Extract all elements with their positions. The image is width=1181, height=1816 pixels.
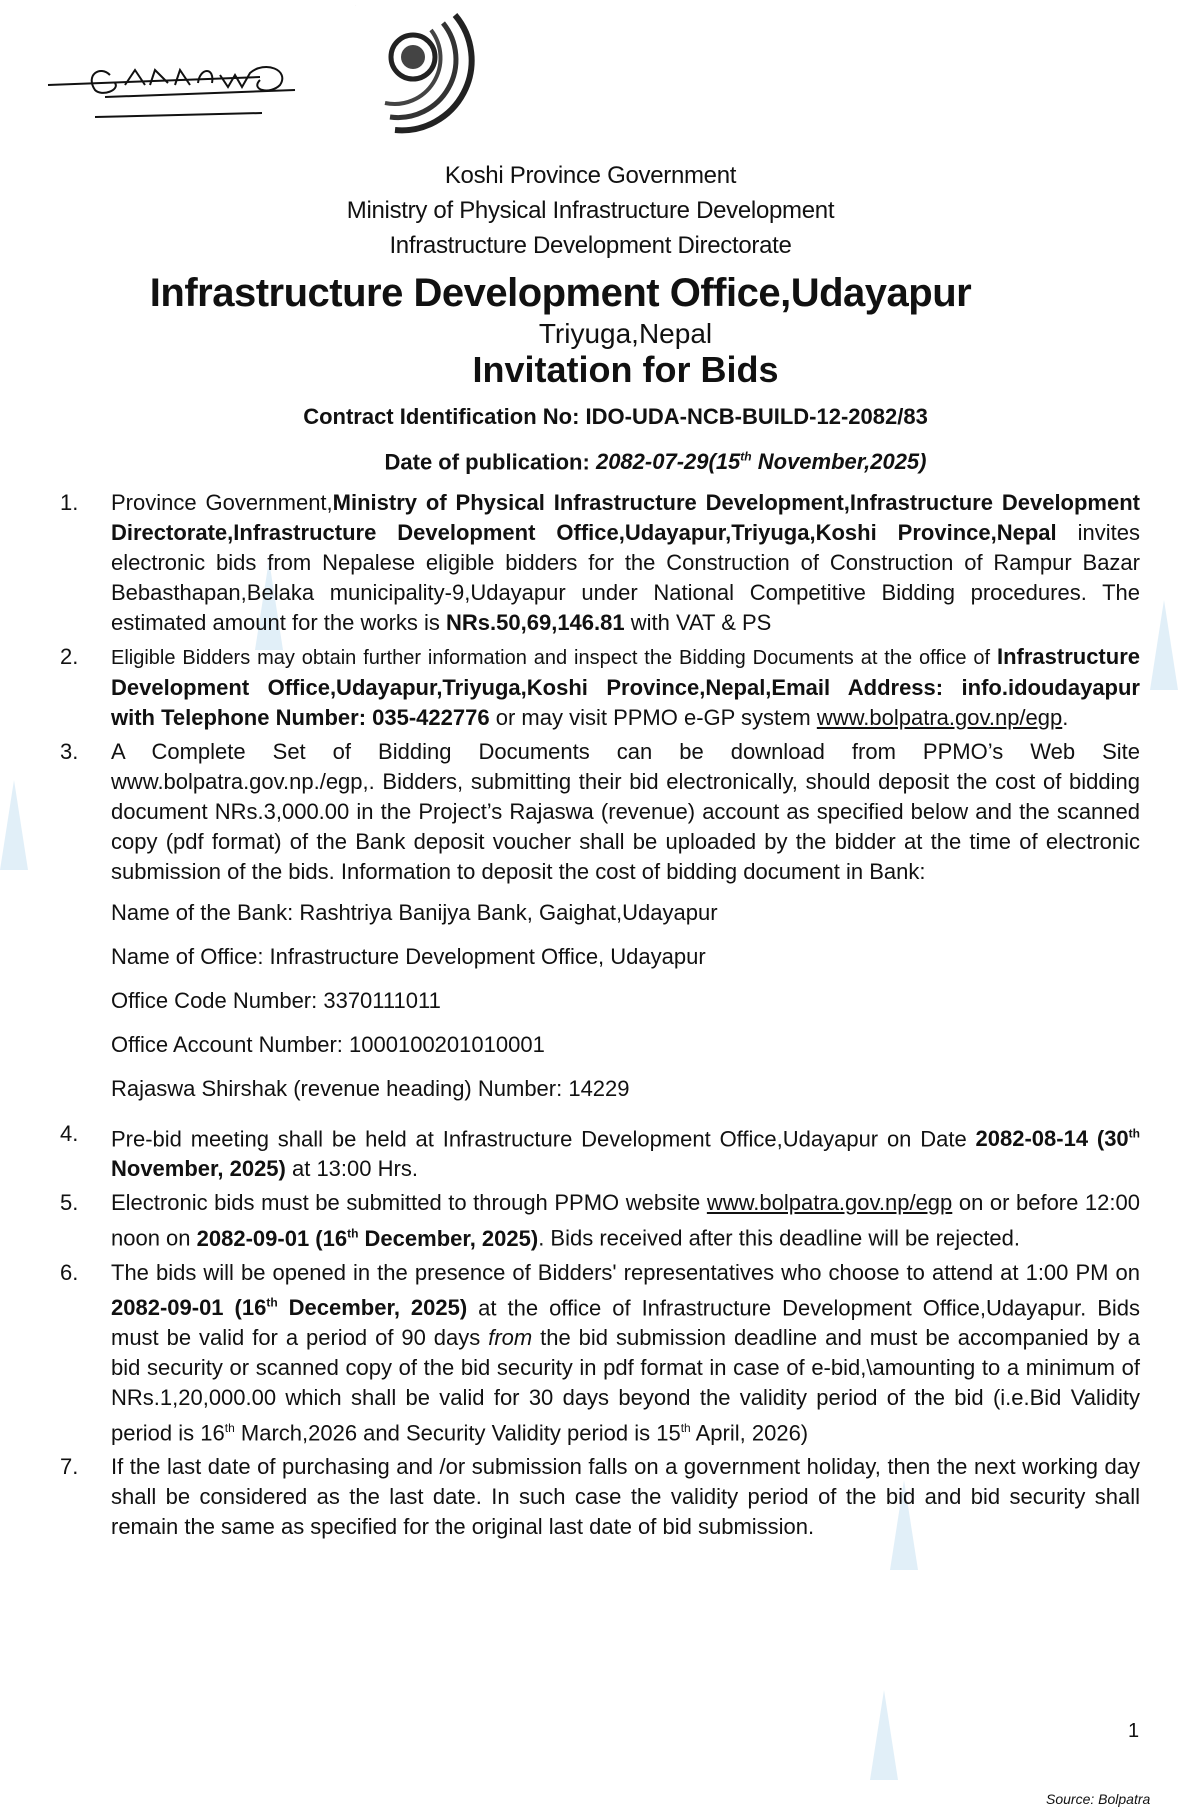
contract-id-value: IDO-UDA-NCB-BUILD-12-2082/83	[585, 404, 928, 429]
clause-5: 5. Electronic bids must be submitted to through PPMO website www.bolpatra.gov.np/egp on or before 12:00 noon on 2082-09-01 (16th December, 2025). Bids received after this deadline will be rejected.	[60, 1190, 1140, 1251]
contract-id-label: Contract Identification No:	[303, 404, 580, 429]
publication-date-value: 2082-07-29(15th November,2025)	[595, 449, 927, 475]
egp-link[interactable]: www.bolpatra.gov.np/egp	[706, 1190, 953, 1216]
bank-details	[111, 891, 1140, 1111]
estimated-amount: NRs.50,69,146.81	[446, 610, 625, 635]
contract-id	[50, 397, 1181, 437]
publication-date-label: Date of publication:	[384, 449, 590, 475]
page-number: 1	[1128, 1720, 1140, 1742]
directorate-name: Infrastructure Development Directorate	[389, 232, 792, 259]
clause-2: 2. Eligible Bidders may obtain further information and inspect the Bidding Documents at the office of Infrastructure Development Office,Udayapur,Triyuga,Koshi Province,Nepal,Email Address: info.idoudayapur with Telephone Number: 035-422776 or may visit PPMO e-GP system www.bolpatra.gov.np/egp.	[60, 644, 1140, 730]
publication-date	[130, 437, 1181, 482]
bank-name: Name of the Bank: Rashtriya Banijya Bank, Gaighat,Udayapur	[111, 900, 718, 925]
watermark-shape	[0, 780, 28, 870]
source-credit: Source: Bolpatra	[1046, 1791, 1151, 1807]
office-code: Office Code Number: 3370111011	[111, 988, 441, 1013]
egp-link[interactable]: www.bolpatra.gov.np/egp	[816, 705, 1063, 730]
clause-4: 4. Pre-bid meeting shall be held at Infrastructure Development Office,Udayapur on Date 2082-08-14 (30th November, 2025) at 13:00 Hrs.	[60, 1121, 1140, 1182]
office-name-bank: Name of Office: Infrastructure Development Office, Udayapur	[111, 944, 706, 969]
clause-6: 6. The bids will be opened in the presence of Bidders' representatives who choose to attend at 1:00 PM on 2082-09-01 (16th December, 2025) at the office of Infrastructure Development Office,Udayapur. Bids must be valid for a period of 90 days from the bid submission deadline and must be accompanied by a bid security or scanned copy of the bid security in pdf format in case of e-bid,\amounting to a minimum of NRs.1,20,000.00 which shall be valid for 30 days beyond the validity period of the bid (i.e.Bid Validity period is 16th March,2026 and Security Validity period is 15th April, 2026)	[60, 1259, 1141, 1446]
clause-3: 3. A Complete Set of Bidding Documents can be download from PPMO’s Web Site www.bolpatra.gov.np./egp,. Bidders, submitting their bid electronically, should deposit the cost of bidding document NRs.3,000.00 in the Project’s Rajaswa (revenue) account as specified below and the scanned copy (pdf format) of the Bank deposit voucher shall be uploaded by the bidder at the time of electronic submission of the bids. Information to deposit the cost of bidding document in Bank:	[60, 739, 1140, 884]
office-location: Triyuga,Nepal	[538, 318, 713, 349]
signature-image	[40, 55, 320, 135]
account-number: Office Account Number: 1000100201010001	[111, 1032, 545, 1057]
watermark-shape	[870, 1690, 898, 1780]
ministry-name: Ministry of Physical Infrastructure Development	[346, 197, 835, 224]
government-name: Koshi Province Government	[444, 162, 737, 189]
office-seal	[355, 5, 495, 145]
bid-clauses	[60, 488, 1140, 1546]
office-name: Infrastructure Development Office,Udayapur	[149, 271, 972, 315]
revenue-heading: Rajaswa Shirshak (revenue heading) Number: 14229	[111, 1076, 630, 1101]
clause-1: 1. Province Government,Ministry of Physical Infrastructure Development,Infrastructure Development Directorate,Infrastructure Development Office,Udayapur,Triyuga,Koshi Province,Nepal invites electronic bids from Nepalese eligible bidders for the Construction of Construction of Rampur Bazar Bebasthapan,Belaka municipality-9,Udayapur under National Competitive Bidding procedures. The estimated amount for the works is NRs.50,69,146.81 with VAT & PS	[60, 490, 1140, 635]
document-title: Invitation for Bids	[472, 349, 779, 390]
clause-7: 7. If the last date of purchasing and /or submission falls on a government holiday, then the next working day shall be considered as the last date. In such case the validity period of the bid and bid security shall remain the same as specified for the original last date of bid submission.	[60, 1454, 1140, 1540]
watermark-shape	[1150, 600, 1178, 690]
document-header	[0, 158, 1181, 482]
